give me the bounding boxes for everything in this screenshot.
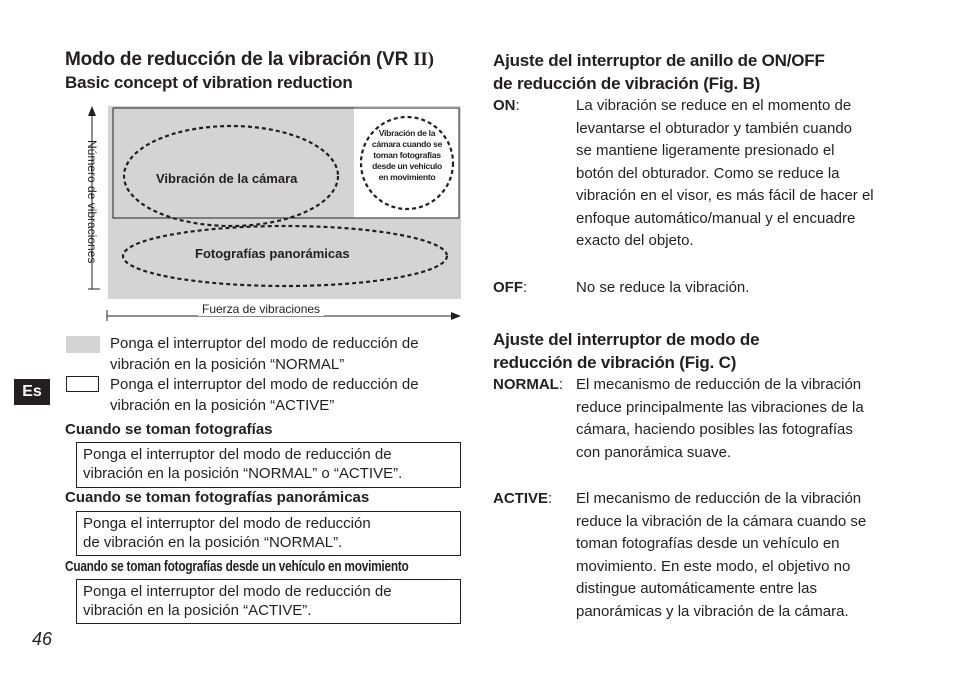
legend-normal-swatch [66,336,100,353]
term-on: ON: [493,97,520,114]
case-heading-panoramic: Cuando se toman fotografías panorámicas [65,489,370,506]
term-off: OFF: [493,279,528,296]
page-number: 46 [32,629,53,649]
desc-off: No se reduce la vibración. [576,279,750,296]
page-subtitle: Basic concept of vibration reduction [65,73,353,92]
case-box-photos: Ponga el interruptor del modo de reducción de vibración en la posición “NORMAL” o “ACTIVE”. [76,442,461,488]
desc-on: La vibración se reduce en el momento de levantarse el obturador y también cuando se mantiene ligeramente presionado el botón del obturador. Como se reduce la vibración en el visor, es más fácil de hacer el enfoque automático/manual y el encuadre exacto del objeto. [576,97,874,249]
case-box-panoramic: Ponga el interruptor del modo de reducción de vibración en la posición “NORMAL”. [76,511,461,556]
case-box-vehicle: Ponga el interruptor del modo de reducción de vibración en la posición “ACTIVE”. [76,579,461,624]
camera-vibration-label: Vibración de la cámara [156,171,298,186]
legend-active-text: Ponga el interruptor del modo de reducción de vibración en la posición “ACTIVE” [110,376,419,414]
desc-active: El mecanismo de reducción de la vibración reduce la vibración de la cámara cuando se toman fotografías desde un vehículo en movimiento. En este modo, el objetivo no distingue automáticamente entre las panorámicas y la vibración de la cámara. [576,490,867,620]
term-active: ACTIVE: [493,490,553,507]
y-axis-label: Número de vibraciones [85,140,99,264]
y-axis-arrow [88,106,96,116]
language-tab: Es [14,379,50,405]
term-normal: NORMAL: [493,376,563,393]
x-axis-arrow [451,312,461,320]
vehicle-label: Vibración de la cámara cuando se toman fotografías desde un vehículo en movimiento [371,128,443,182]
x-axis-label: Fuerza de vibraciones [198,302,324,316]
page-title: Modo de reducción de la vibración (VR II) [65,49,434,70]
panoramic-label: Fotografías panorámicas [195,246,350,261]
case-heading-vehicle: Cuando se toman fotografías desde un vehículo en movimiento [65,558,409,575]
desc-normal: El mecanismo de reducción de la vibración reduce principalmente las vibraciones de la cámara, haciendo posibles las fotografías con panorámica suave. [576,376,864,461]
legend-normal-text: Ponga el interruptor del modo de reducción de vibración en la posición “NORMAL” [110,335,419,373]
y-axis-label-wrap [83,140,103,290]
section-c-title: Ajuste del interruptor de modo de reducción de vibración (Fig. C) [493,330,760,372]
case-heading-photos: Cuando se toman fotografías [65,421,273,438]
section-b-title: Ajuste del interruptor de anillo de ON/OFF de reducción de vibración (Fig. B) [493,51,825,93]
legend-active-swatch [66,376,99,392]
